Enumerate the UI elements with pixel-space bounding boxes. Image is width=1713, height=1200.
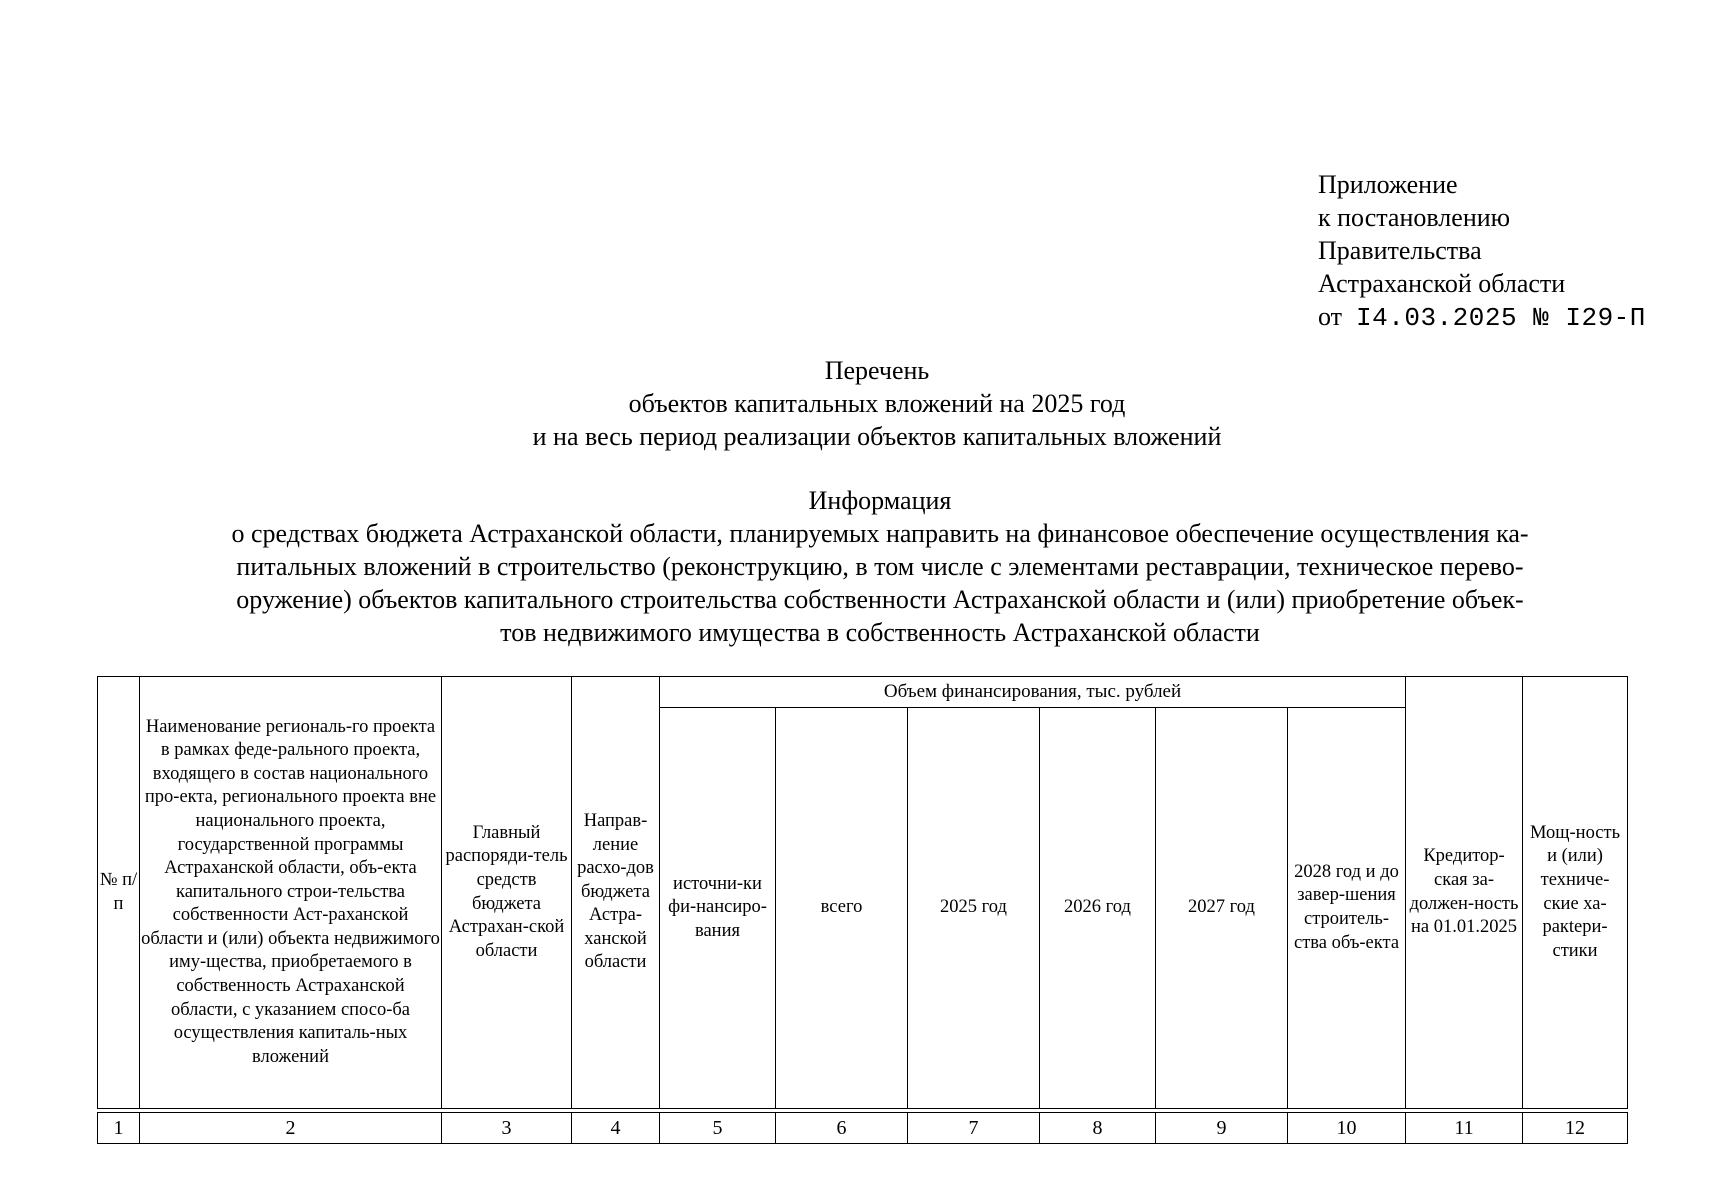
annex-line-3: Правительства [1318,236,1482,265]
header-capacity: Мощ-ность и (или) техниче-ские ха-ракteри-стики [1523,677,1628,1109]
column-number: 3 [442,1113,572,1144]
info-line-1: о средствах бюджета Астраханской области, планируемых направить на финансовое обеспечение осуществления ка- [231,519,1529,548]
header-financing-group: Объем финансирования, тыс. рублей [660,677,1406,708]
column-number: 8 [1040,1113,1156,1144]
annex-from-label: от [1318,302,1343,331]
header-2028: 2028 год и до завер-шения строитель-ства объ-екта [1288,708,1406,1109]
column-number: 1 [98,1113,140,1144]
header-name: Наименование региональ-го проекта в рамках феде-рального проекта, входящего в состав национального про-екта, регионального проекта вне национального проекта, государственной программы Астраханской области, объ-екта капитального строи-тельства собственности Аст-раханской области и (или) объекта недвижимого иму-щества, приобретаемого в собственность Астраханской области, с указанием спосо-ба осуществления капиталь-ных вложений [140,677,442,1109]
header-debt: Кредитор-ская за-должен-ность на 01.01.2025 [1406,677,1523,1109]
column-number: 2 [140,1113,442,1144]
column-number: 12 [1523,1113,1628,1144]
column-number: 9 [1156,1113,1288,1144]
title-line-1: Перечень [824,356,930,385]
capital-investment-table [97,676,1628,1144]
column-number: 7 [908,1113,1040,1144]
title-line-2: объектов капитальных вложений на 2025 год [628,389,1126,418]
annex-date-number: I4.03.2025 № I29-П [1356,303,1646,333]
header-manager: Главный распоряди-тель средств бюджета Астрахан-ской области [442,677,572,1109]
document-title [0,354,1713,453]
column-number-row [98,1113,1628,1144]
header-2026: 2026 год [1040,708,1156,1109]
header-total: всего [776,708,908,1109]
info-line-2: питальных вложений в строительство (реконструкцию, в том числе с элементами реставрации, техническое перево- [236,552,1524,581]
info-heading: Информация [808,486,952,515]
header-sources: источни-ки фи-нансиро-вания [660,708,776,1109]
column-number: 4 [572,1113,660,1144]
table-header-row [98,677,1628,708]
annex-line-2: к постановлению [1318,203,1511,232]
annex-block [1318,168,1646,335]
annex-line-1: Приложение [1318,170,1458,199]
column-number: 5 [660,1113,776,1144]
header-2027: 2027 год [1156,708,1288,1109]
column-number: 6 [776,1113,908,1144]
header-2025: 2025 год [908,708,1040,1109]
info-block [150,484,1610,649]
title-line-3: и на весь период реализации объектов капитальных вложений [532,422,1222,451]
column-number: 10 [1288,1113,1406,1144]
info-line-4: тов недвижимого имущества в собственность Астраханской области [500,618,1260,647]
annex-date-line [1318,300,1646,335]
header-direction: Направ-ление расхо-дов бюджета Астра-ханской области [572,677,660,1109]
info-line-3: оружение) объектов капитального строительства собственности Астраханской области и (или) приобретение объек- [236,585,1524,614]
annex-line-4: Астраханской области [1318,269,1566,298]
column-number: 11 [1406,1113,1523,1144]
header-num: № п/п [98,677,140,1109]
